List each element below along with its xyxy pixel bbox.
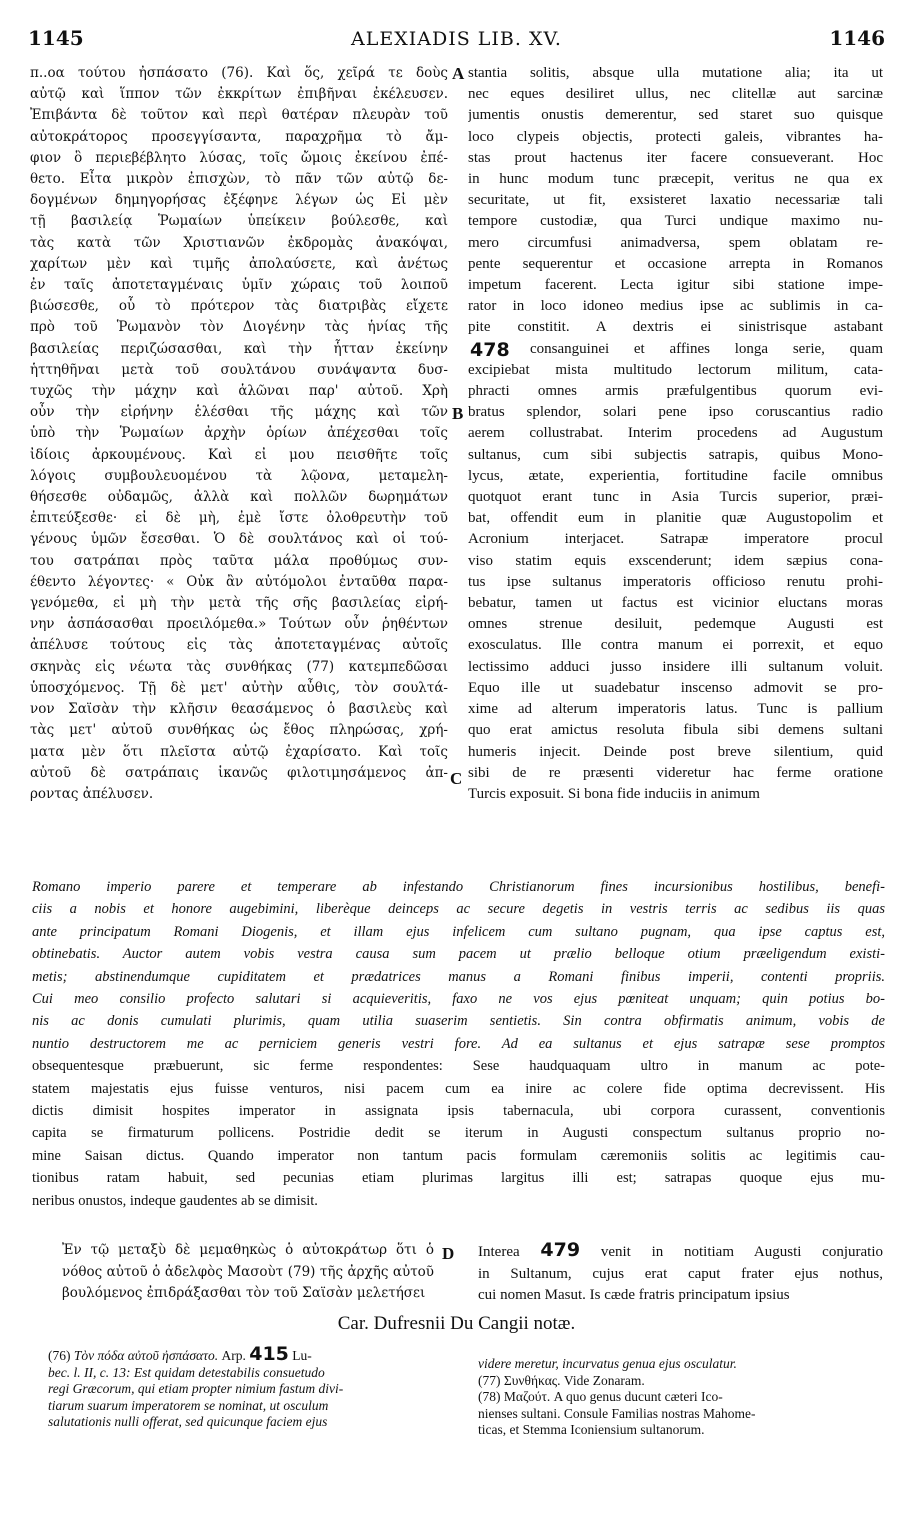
text-line: securitate, ut fit, exsisteret laxatio necessariæ tali: [468, 192, 883, 209]
text-line: aerem collustrabat. Interim procedens ad Augustum: [468, 425, 883, 442]
note-76-lubec: Lu-: [292, 1348, 312, 1363]
text-line: jumentis onustis demerentur, sed staret suo quisque: [468, 107, 883, 124]
text-line: σκηνὰς εἰς νέωτα τὰς συνθήκας (77) κατεμπεδῶσαι: [30, 658, 448, 675]
text-line: impetum facerent. Lecta igitur sibi statione impe-: [468, 277, 883, 294]
text-line: δογμένων δημηγορήσας ἐξέφηνε λέγων ὡς Εἰ μὲν: [30, 192, 448, 209]
text-line: τῇ βασιλείᾳ Ῥωμαίων ὑπείκειν βούλεσθε, καὶ: [30, 213, 448, 230]
text-line: ἀπέλυσε τούτους εἰς τὰς ἀποτεταγμένας αὐτοῖς: [30, 637, 448, 654]
text-line: τὰς κατὰ τῶν Χριστιανῶν ἐκδρομὰς ἀνακόψαι,: [30, 234, 448, 251]
text-line: τυχῶς τὴν μάχην καὶ ἁλῶναι παρ' αὐτοῦ. Χρὴ: [30, 383, 448, 400]
text-line: bratus splendor, solari pene ipso coruscantius radio: [468, 404, 883, 421]
page-header: [28, 26, 885, 56]
marginal-number-478: 478: [470, 338, 510, 361]
text-line: αὐτοῦ δὲ σατράπαις ἱκανῶς φιλοτιμησάμενος ἀπ-: [30, 764, 448, 781]
text-line: metis; abstinendumque cupiditatem et prædatrices manus a Romani finibus imperii, contenti propriis.: [32, 968, 885, 985]
text-line: xime ad alterum imperatoris latus. Tunc is pallium: [468, 701, 883, 718]
text-line: bat, offendit eum in planitie quæ Augustopolim et: [468, 510, 883, 527]
text-line: ante principatum Romani Diogenis, et illam ejus infelicem cum sultano pugnam, qua ipse captus est,: [32, 923, 885, 940]
text-line: γενόμεθα, εἰ μὴ τὴν μετὰ τῆς σῆς βασιλείας εἰρή-: [30, 595, 448, 612]
note-76-arp: Arp.: [221, 1348, 246, 1363]
text-line: mero circumfusi animadversa, spem oblatam re-: [468, 234, 883, 251]
lower-greek-paragraph: [62, 1240, 434, 1305]
text-line: τὰς μετ' αὐτοῦ συνθήκας ὡς ἔθος πληρώσας, χρή-: [30, 722, 448, 739]
note-line: regi Græcorum, qui etiam propter nimium fastum divi-: [48, 1381, 344, 1397]
page-number-right: 1146: [829, 26, 885, 50]
text-line: ἐν ταῖς ἀποτεταγμέναις ὑμῖν χώραις τοῦ λοιποῦ: [30, 277, 448, 294]
page-number-left: 1145: [28, 26, 84, 50]
text-line: pente sequerentur et occasione arrepta in Romanos: [468, 255, 883, 272]
text-line: ὑποσχόμενος. Τῇ δὲ μετ' αὐτὴν αὖθις, τὸν σουλτά-: [30, 679, 448, 696]
margin-letter-b: B: [452, 404, 464, 423]
note-line: bec. l. II, c. 13: Est quidam detestabilis consuetudo: [48, 1364, 325, 1380]
text-line: bebatur, tamen ut factus est vicinior eluctans moras: [468, 595, 883, 612]
margin-letter-d: D: [442, 1244, 455, 1263]
text-line: loco clypeis objectis, protecti galeis, vibrantes ha-: [468, 128, 883, 145]
text-line: θετο. Εἶτα μικρὸν ἐπισχὼν, τὸ πᾶν τῶν αὐτῷ δε-: [30, 171, 448, 188]
text-line: του σατράπαι πρὸς ταῦτα μάλα προθύμως συν-: [30, 552, 448, 569]
text-line: έθεντο λέγοντες· « Οὐκ ἂν αὐτόμολοι ἐνταῦθα παρα-: [30, 573, 448, 590]
text-line: lectissimo adduci jusso insidere illi sultanum voluit.: [468, 658, 883, 675]
note-76-greek: Τὸν πόδα αὐτοῦ ἠσπάσατο.: [73, 1348, 219, 1363]
text-line: Turcis exposuit. Si bona fide induciis in animum: [468, 785, 760, 802]
text-line: capita se firmaturum pollicens. Postridie dedit se iterum in Augusti conspectum sultanus proprio no-: [32, 1125, 885, 1142]
text-line: αὐτοκράτορος προσεγγίσαντα, παραχρῆμα τὸ ἄμ-: [30, 128, 448, 145]
text-line: pite constitit. A dextris ei sinistrisque astabant: [468, 319, 883, 336]
text-line: λόγοις συμβουλευομένου τὰ λῷονα, μεταμελη-: [30, 467, 448, 484]
text-line: rator in loco idoneo medius ipse ac sublimis in ca-: [468, 298, 883, 315]
text-line: quo erat amictus resoluta fibula sibi demens sultani: [468, 722, 883, 739]
margin-letter-a: A: [452, 64, 465, 83]
greek-column: [30, 63, 448, 805]
text-line: φιον ὃ περιεβέβλητο λύσας, τοῖς ὤμοις ἐκείνου ἐπέ-: [30, 149, 448, 166]
notes-left-column: [48, 1346, 438, 1431]
note-78: (78) Μαζούτ. A quo genus ducunt cæteri Ico-: [478, 1389, 723, 1405]
text-line: viso statim equis exscenderunt; idem sæpius cona-: [468, 552, 883, 569]
note-77: (77) Συνθήκας. Vide Zonaram.: [478, 1372, 645, 1388]
text-line: cui nomen Masut. Is cæde fratris principatum ipsius: [478, 1287, 790, 1303]
text-line: obtinebatis. Auctor autem vobis vestra causa sum pacem ut prælio belloque otium præeligendum existi-: [32, 946, 885, 963]
text-line: in hunc modum tunc præcepit, veritus ne qua ex: [468, 171, 883, 188]
text-line: θήσεσθε οὐδαμῶς, ἀλλὰ καὶ πολλῶν δωρημάτων: [30, 489, 448, 506]
text-line: νην ἀσπάσασθαι προειλόμεθα.» Τούτων οὖν ῥηθέντων: [30, 616, 448, 633]
latin-full-width-text: [32, 876, 885, 1212]
text-line: ὑπὸ τὴν Ῥωμαίων ἀρχὴν ὁρίων ἀπέχεσθαι τοῖς: [30, 425, 448, 442]
note-line: ticas, et Stemma Iconiensium sultanorum.: [478, 1422, 705, 1438]
text-line: tus ipse sultanus imperatoris officioso renutu prohi-: [468, 573, 883, 590]
text-line: phracti omnes armis præfulgentibus quorum evi-: [468, 383, 883, 400]
text-line: Ἐν τῷ μεταξὺ δὲ μεμαθηκὼς ὁ αὐτοκράτωρ ὅτι ὁ: [62, 1242, 434, 1258]
text-line: ἡττηθῆναι μετὰ τοῦ σουλτάνου συνάψαντα δυσ-: [30, 361, 448, 378]
text-line: βουλόμενος ἐπιδράξασθαι τὸν τοῦ Σαϊσὰν μελετήσει: [62, 1285, 426, 1301]
notes-title: Car. Dufresnii Du Cangii notæ.: [337, 1313, 576, 1334]
text-line: mine Saisan dictus. Quando imperator non tantum pacis formulam cæremoniis solitis ac legitimis cau-: [32, 1147, 885, 1164]
text-line: consanguinei et affines longa serie, quam: [530, 340, 883, 357]
text-line: tempore custodiæ, qua Turci undique maximo nu-: [468, 213, 883, 230]
text-line: Ἐπιβάντα δὲ τοῦτον καὶ περὶ θατέραν πλευρὰν τοῦ: [30, 107, 448, 124]
text-line: stas prout hactenus iter facere consueverant. Hoc: [468, 149, 883, 166]
text-line: exosculatus. Ille contra manum ei porrexit, et equo: [468, 637, 883, 654]
text-line: οὖν τὴν εἰρήνην ἑλέσθαι τῆς μάχης καὶ τῶν: [30, 404, 448, 421]
latin-column: [468, 63, 883, 805]
text-line: in Sultanum, cujus erat caput frater ejus nothus,: [478, 1265, 883, 1282]
lower-latin-line1-pre: Interea: [478, 1244, 541, 1260]
notes-right-column: [478, 1356, 883, 1439]
text-line: nis ac donis cumulati plurimis, quam utilia suaserim sentietis. Sin contra obfirmatis animum, vobis de: [32, 1013, 885, 1030]
text-line: Acronium interjacet. Satrapæ imperatore procul: [468, 531, 883, 548]
note-76-label: (76): [48, 1348, 71, 1363]
text-line: nuntio destructorem me ac perniciem generis vestri fore. Ad ea sultanus et ejus satrapæ sese promptos: [32, 1035, 885, 1052]
text-line: αὐτῷ καὶ ἵππον τῶν ἐκκρίτων ἐπιβῆναι ἐκέλευσεν.: [30, 86, 448, 103]
text-line: neribus onustos, indeque gaudentes ab se dimisit.: [32, 1192, 318, 1209]
text-line: stantia solitis, absque ulla mutatione alia; ita ut: [468, 65, 883, 81]
text-line: tionibus ratam habuit, sed pecunias etiam plurimas largitus illi est; satrapas quoque ejus mu-: [32, 1170, 885, 1187]
text-line: omnes strenue desiluit, pedemque Augusti est: [468, 616, 883, 633]
text-line: statem majestatis ejus fuisse venturos, nisi pacem cum ea inire ac colere fide optima decrevissent. His: [32, 1080, 885, 1097]
text-line: Equo ille ut suadebatur inscenso admovit se pro-: [468, 679, 883, 696]
text-line: βασιλείας περιζώσασθαι, καὶ τὴν ἧτταν ἐκείνην: [30, 340, 448, 357]
running-title: ALEXIADIS LIB. XV.: [351, 28, 562, 50]
text-line: χαρίτων μὲν καὶ τιμῆς ἀπολαύσετε, καὶ ἀνέτως: [30, 255, 448, 272]
text-line: νόθος αὐτοῦ ὁ ἀδελφὸς Μασοὺτ (79) τῆς ἀρχῆς αὐτοῦ: [62, 1263, 434, 1280]
text-line: dictis dimisit hospites imperator in assignata ipsis tabernacula, ubi corpora curassent, conventionis: [32, 1103, 885, 1120]
text-line: πρὸ τοῦ Ῥωμανὸν τὸν Διογένην τὰς ἡνίας τῆς: [30, 319, 448, 336]
text-line: nec eques desiliret ullus, nec clitellæ aut sarcinæ: [468, 86, 883, 103]
text-line: βιώσεσθε, οὗ τὸ πρότερον τὰς διατριβὰς εἴχετε: [30, 298, 448, 315]
text-line: Cui meo consilio profecto salutari si acquieveritis, faxo ne vos ejus pœniteat unquam; quin potius bo-: [32, 991, 885, 1008]
note-line: nienses sultani. Consule Familias nostras Mahome-: [478, 1405, 756, 1421]
margin-letter-c: C: [450, 769, 463, 788]
text-line: sultanus, cum sibi subjectis satrapis, quibus Mono-: [468, 446, 883, 463]
marginal-number-415: 415: [249, 1346, 289, 1365]
text-line: lycus, ætate, experientia, fortitudine facile omnibus: [468, 467, 883, 484]
text-line: obsequentesque præbuerunt, sic ferme respondentes: Sese haudquaquam ultro in manum ac pote-: [32, 1058, 885, 1075]
text-line: γένους ὑμῶν ἔσεσθαι. Ὁ δὲ σουλτάνος καὶ οἱ τού-: [30, 531, 448, 548]
text-line: excipiebat mista multitudo lectorum militum, cata-: [468, 361, 883, 378]
text-line: humeris injecit. Deinde post breve silentium, quid: [468, 743, 883, 760]
marginal-number-479: 479: [540, 1240, 581, 1261]
note-line: tiarum suarum imperatorem se nominat, ut osculum: [48, 1397, 329, 1413]
lower-latin-line1-post: venit in notitiam Augusti conjuratio: [580, 1244, 883, 1260]
text-line: ciis a nobis et honore augebimini, liberèque deinceps ac secure degetis in vestris terris ac sedibus iis quas: [32, 901, 885, 918]
text-line: νον Σαϊσὰν τὴν κλῆσιν θεασάμενος ὁ βασιλεὺς καὶ: [30, 701, 448, 718]
text-line: quotquot erant tunc in Asia Turcis superior, præi-: [468, 489, 883, 506]
text-line: π..οα τούτου ἠσπάσατο (76). Καὶ ὅς, χεῖρά τε δοὺς: [30, 65, 448, 81]
text-line: Romano imperio parere et temperare ab infestando Christianorum fines incursionibus hostilibus, benefi-: [32, 879, 885, 895]
text-line: ματα μὲν ὅτι πλεῖστα αὐτῷ ἐχαρίσατο. Καὶ τοῖς: [30, 743, 448, 760]
text-line: ἐπιτεύξεσθε· εἰ δὲ μὴ, ἐμὲ ἴστε ὀλοθρευτὴν τοῦ: [30, 510, 448, 527]
text-line: sibi de re præsenti videretur hac ferme oratione: [468, 764, 883, 781]
note-line: videre meretur, incurvatus genua ejus osculatur.: [478, 1356, 737, 1371]
note-line: salutationis nulli offerat, sed quicunque faciem ejus: [48, 1414, 328, 1430]
text-line: ἰδίοις ἀρκουμένους. Καὶ εἰ μου πεισθῆτε τοῖς: [30, 446, 448, 463]
lower-latin-paragraph: [478, 1240, 883, 1307]
text-line: ροντας ἀπέλυσεν.: [30, 785, 154, 802]
